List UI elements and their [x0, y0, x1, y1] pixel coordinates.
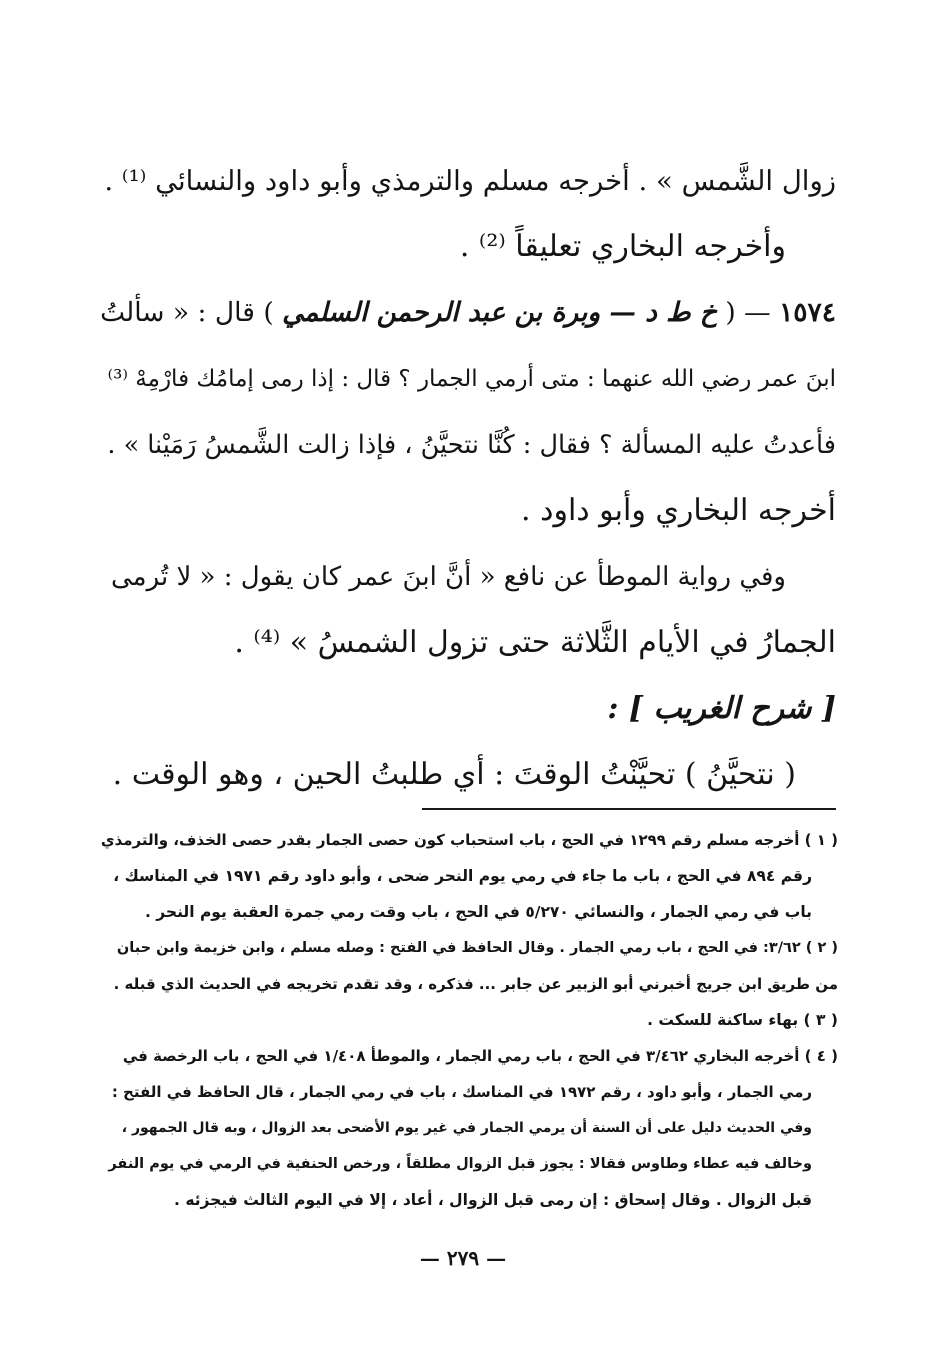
page-number: — ٢٧٩ —: [419, 1246, 507, 1270]
narrator-name: خ ط د — وبرة بن عبد الرحمن السلمي: [282, 297, 717, 328]
footnote-line: ( ٣ ) بهاء ساكنة للسكت .: [647, 1011, 838, 1029]
hadith-heading-line: [100, 280, 836, 346]
footnote-4: [100, 1038, 838, 1218]
footnote-line: قبل الزوال . وقال إسحاق : إن رمى قبل الزوال ، أعاد ، إلا في اليوم الثالث فيجزئه .: [174, 1191, 812, 1209]
text-line: الجمارُ في الأيام الثَّلاثة حتى تزول الشمسُ » ⁽⁴⁾ .: [234, 625, 836, 660]
footnote-line: وخالف فيه عطاء وطاوس فقالا : يجوز قبل الزوال مطلقاً ، ورخص الحنفية في الرمي في يوم النفر: [108, 1156, 812, 1172]
text-line: وفي رواية الموطأ عن نافع « أنَّ ابنَ عمر كان يقول : « لا تُرمى: [111, 562, 786, 592]
sharh-gharib-heading: [ شرح الغريب ] :: [607, 691, 836, 726]
footnote-line: ( ١ ) أخرجه مسلم رقم ١٢٩٩ في الحج ، باب استحباب كون حصى الجمار بقدر حصى الخذف، والترمذي: [100, 831, 838, 849]
footnote-divider: [422, 808, 836, 810]
footnote-line: باب في رمي الجمار ، والنسائي ٥/٢٧٠ في الحج ، باب وقت رمي جمرة العقبة يوم النحر .: [144, 903, 812, 921]
text-line: زوال الشَّمس » . أخرجه مسلم والترمذي وأبو داود والنسائي ⁽¹⁾ .: [104, 165, 836, 197]
footnote-line: ( ٤ ) أخرجه البخاري ٣/٤٦٢ في الحج ، باب رمي الجمار ، والموطأ ١/٤٠٨ في الحج ، باب الرخصة في: [122, 1047, 838, 1065]
footnote-line: ( ٢ ) ٣/٦٢: في الحج ، باب رمي الجمار . وقال الحافظ في الفتح : وصله مسلم ، وابن خزيمة وابن حبان: [116, 940, 838, 956]
hadith-number: ١٥٧٤: [779, 297, 836, 328]
main-text-body: [100, 148, 836, 808]
footnote-line: وفي الحديث دليل على أن السنة أن يرمي الجمار في غير يوم الأضحى بعد الزوال ، وبه قال الجمهور ،: [121, 1120, 812, 1136]
footnote-1: [100, 822, 838, 930]
text-line: أخرجه البخاري وأبو داود .: [521, 493, 836, 528]
text-line: وأخرجه البخاري تعليقاً ⁽²⁾ .: [459, 229, 786, 264]
text-line: ابنَ عمر رضي الله عنهما : متى أرمي الجمار ؟ قال : إذا رمى إمامُك فارْمِهْ ⁽³⁾: [107, 366, 836, 392]
gharib-definition: ( نتحيَّنُ ) تحيَّنْتُ الوقتَ : أي طلبتُ الحين ، وهو الوقت .: [112, 757, 796, 792]
footnote-line: من طريق ابن جريج أخبرني أبو الزبير عن جابر ... فذكره ، وقد تقدم تخريجه في الحديث الذي قبله .: [113, 975, 838, 993]
footnote-line: رقم ٨٩٤ في الحج ، باب ما جاء في رمي يوم النحر ضحى ، وأبو داود رقم ١٩٧١ في المناسك ،: [113, 867, 812, 885]
text-line: فأعدتُ عليه المسألة ؟ فقال : كُنَّا نتحيَّنُ ، فإذا زالت الشَّمسُ رَمَيْنا » .: [107, 430, 836, 460]
footnote-line: رمي الجمار ، وأبو داود ، رقم ١٩٧٢ في المناسك ، باب في رمي الجمار ، قال الحافظ في الفتح :: [111, 1083, 812, 1101]
footnotes-section: [100, 822, 838, 1218]
hadith-separator: — (: [716, 297, 780, 328]
footnote-2: [100, 930, 838, 1002]
footnote-3: [100, 1002, 838, 1038]
hadith-opening: ) قال : « سألتُ: [100, 297, 283, 328]
